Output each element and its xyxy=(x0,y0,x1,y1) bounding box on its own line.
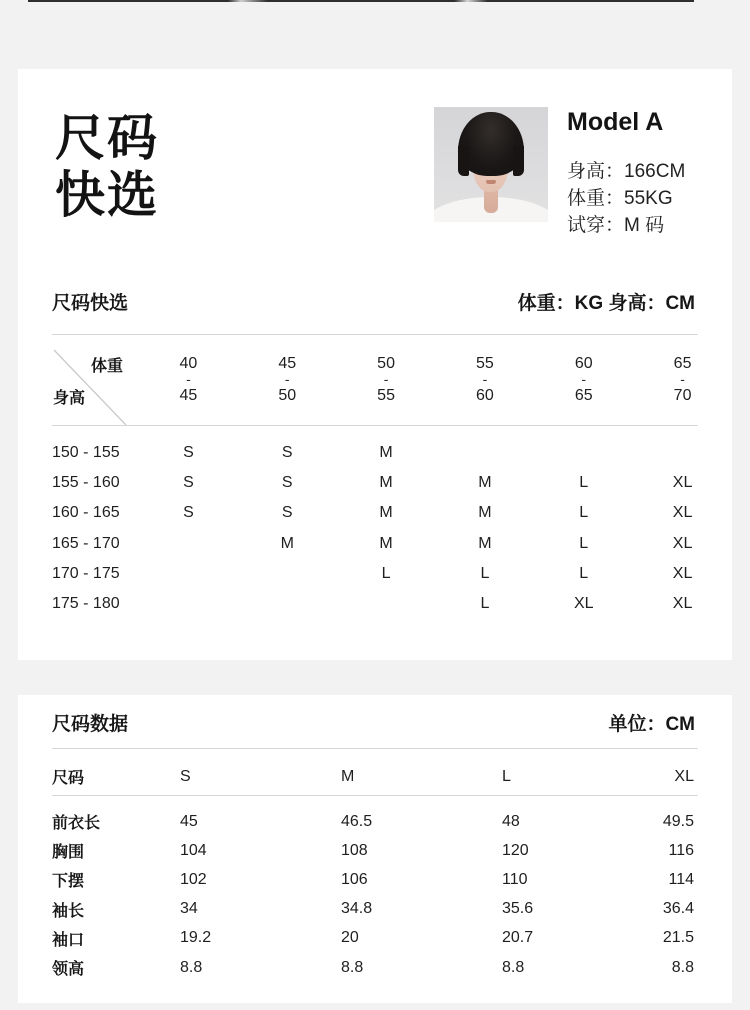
weight-col: 40 - 45 xyxy=(179,355,198,404)
measure-value: 34.8 xyxy=(341,900,373,918)
range-dash: - xyxy=(581,371,587,387)
model-name: Model A xyxy=(567,108,664,136)
measure-label: 袖口 xyxy=(52,931,85,949)
size-cell: L xyxy=(480,595,490,613)
size-data-card xyxy=(18,695,732,1003)
measure-value: 8.8 xyxy=(341,958,364,976)
range-dash: - xyxy=(482,371,488,387)
size-cell: S xyxy=(183,504,194,522)
size-cell: M xyxy=(379,474,393,492)
size-cell: L xyxy=(480,564,490,582)
table-row xyxy=(52,836,694,865)
range-dash: - xyxy=(383,371,389,387)
measure-value: 20.7 xyxy=(502,929,534,947)
page-title-line2: 快选 xyxy=(55,167,159,223)
quick-table-header xyxy=(52,290,695,312)
model-photo xyxy=(434,107,548,222)
size-quick-select-card xyxy=(18,69,732,660)
measure-value: 45 xyxy=(180,812,198,830)
table-row xyxy=(52,529,732,559)
size-cell: M xyxy=(478,474,492,492)
measure-value: 46.5 xyxy=(341,812,373,830)
measure-value: 8.8 xyxy=(502,958,525,976)
data-table-header xyxy=(52,711,695,733)
measure-value: 35.6 xyxy=(502,900,534,918)
size-cell: L xyxy=(579,474,589,492)
measure-value: 34 xyxy=(180,900,198,918)
measure-value: 48 xyxy=(502,812,520,830)
data-table-title: 尺码数据 xyxy=(52,713,129,735)
model-spec-size: 试穿：M 码 xyxy=(567,215,665,236)
size-cell: XL xyxy=(573,595,594,613)
weight-col: 60 - 65 xyxy=(574,355,593,404)
size-cell: S xyxy=(183,474,194,492)
table-row xyxy=(52,924,694,953)
measure-value: 108 xyxy=(341,841,368,859)
diagonal-line xyxy=(52,334,139,425)
size-cell: XL xyxy=(672,474,693,492)
table-row xyxy=(52,438,732,468)
column-header: XL xyxy=(674,767,694,785)
size-cell: M xyxy=(280,534,294,552)
model-info xyxy=(567,108,685,239)
column-header: S xyxy=(180,767,191,785)
measure-value: 20 xyxy=(341,929,359,947)
measure-value: 114 xyxy=(668,870,694,888)
quick-table-title: 尺码快选 xyxy=(52,292,129,314)
measure-label: 袖长 xyxy=(52,902,85,920)
size-cell: L xyxy=(579,564,589,582)
range-dash: - xyxy=(186,371,191,387)
corner-cell xyxy=(52,334,139,425)
measure-value: 8.8 xyxy=(180,958,203,976)
model-spec-height: 身高：166CM xyxy=(567,161,686,182)
size-cell: M xyxy=(379,534,393,552)
column-header: M xyxy=(341,767,355,785)
weight-col: 65 - 70 xyxy=(673,355,692,404)
corner-weight-label: 体重 xyxy=(90,358,123,375)
table-row xyxy=(52,895,694,924)
size-cell: M xyxy=(478,504,492,522)
height-range: 170 - 175 xyxy=(52,564,120,582)
size-cell: XL xyxy=(672,564,693,582)
column-header: 尺码 xyxy=(52,770,85,787)
size-cell: L xyxy=(579,504,589,522)
column-header: L xyxy=(502,767,511,785)
quick-table-units: 体重：KG 身高：CM xyxy=(517,292,695,314)
size-cell: M xyxy=(379,444,393,462)
measure-value: 21.5 xyxy=(662,929,694,947)
measure-value: 19.2 xyxy=(180,929,212,947)
size-cell: XL xyxy=(672,595,693,613)
measure-value: 8.8 xyxy=(671,958,694,976)
size-cell: M xyxy=(379,504,393,522)
model-hair xyxy=(458,112,524,176)
size-cell: L xyxy=(579,534,589,552)
table-row xyxy=(52,559,732,589)
table-row xyxy=(52,953,694,982)
measure-label: 下摆 xyxy=(52,873,85,891)
table-row xyxy=(52,498,732,528)
measure-value: 104 xyxy=(180,841,207,859)
data-table-column-head xyxy=(52,748,694,795)
size-cell: L xyxy=(381,564,391,582)
size-cell: S xyxy=(281,444,293,462)
table-row xyxy=(52,865,694,894)
height-range: 175 - 180 xyxy=(52,595,120,613)
page-title-line1: 尺码 xyxy=(55,110,159,166)
weight-col: 50 - 55 xyxy=(377,355,395,404)
measure-value: 49.5 xyxy=(662,812,694,830)
measure-value: 120 xyxy=(502,841,529,859)
data-table-units: 单位：CM xyxy=(608,713,695,735)
height-range: 160 - 165 xyxy=(52,504,120,522)
height-range: 150 - 155 xyxy=(52,444,120,462)
range-dash: - xyxy=(680,371,685,387)
size-cell: S xyxy=(281,474,293,492)
measure-label: 前衣长 xyxy=(52,815,101,833)
model-specs xyxy=(567,158,685,239)
table-row xyxy=(52,468,732,498)
measure-label: 胸围 xyxy=(52,844,85,862)
model-spec-weight: 体重：55KG xyxy=(567,188,673,209)
size-cell: XL xyxy=(672,534,693,552)
size-cell: S xyxy=(183,444,194,462)
quick-table-body xyxy=(52,425,732,619)
measure-value: 36.4 xyxy=(662,900,694,918)
quick-table-column-head xyxy=(52,334,732,425)
corner-height-label: 身高 xyxy=(53,390,86,407)
range-dash: - xyxy=(284,371,290,387)
weight-col: 45 - 50 xyxy=(278,355,297,404)
weight-col: 55 - 60 xyxy=(476,355,494,404)
measure-value: 116 xyxy=(668,841,694,859)
table-row xyxy=(52,807,694,836)
table-row xyxy=(52,589,732,619)
model-mouth xyxy=(486,180,496,184)
height-range: 165 - 170 xyxy=(52,534,120,552)
top-cropped-content-strip xyxy=(28,0,694,2)
measure-value: 110 xyxy=(502,870,528,888)
measure-value: 106 xyxy=(341,870,368,888)
size-cell: XL xyxy=(672,504,693,522)
data-table-body xyxy=(52,795,694,982)
size-cell: M xyxy=(478,534,492,552)
measure-label: 领高 xyxy=(52,961,85,979)
size-cell: S xyxy=(281,504,293,522)
measure-value: 102 xyxy=(180,870,207,888)
page-title xyxy=(55,110,159,224)
height-range: 155 - 160 xyxy=(52,474,120,492)
